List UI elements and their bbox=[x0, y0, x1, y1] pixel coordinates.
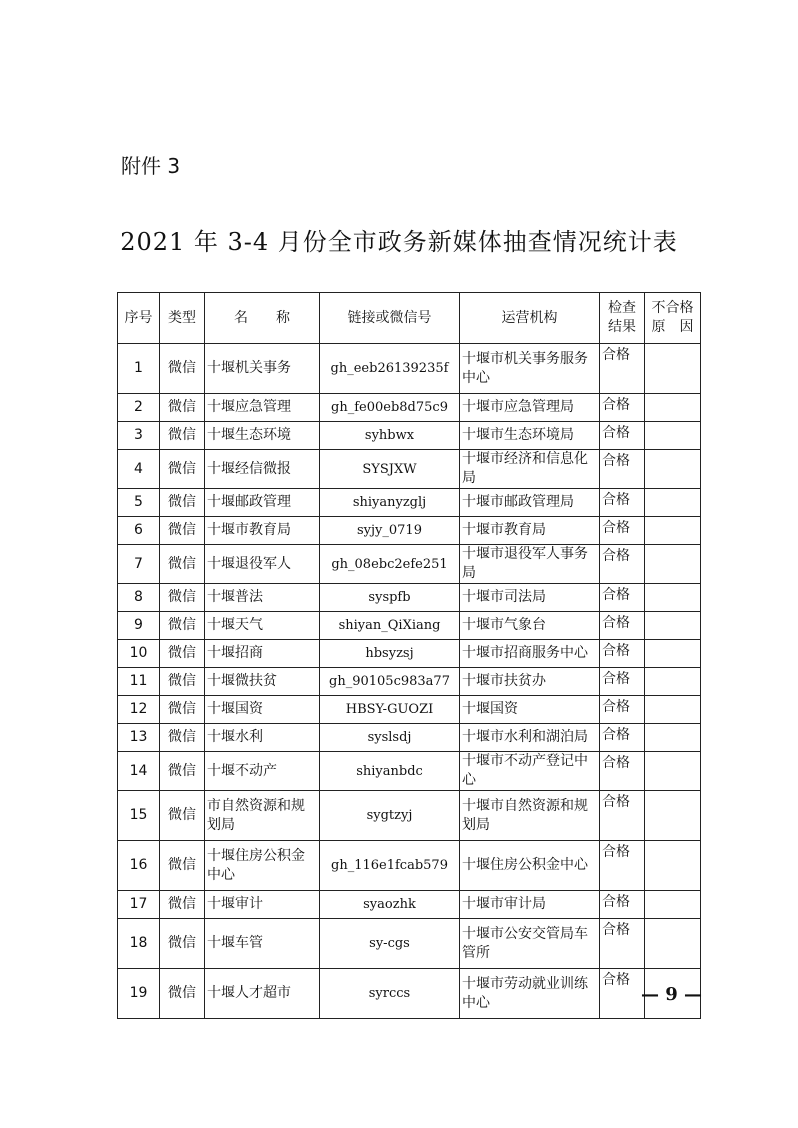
cell-name: 十堰机关事务 bbox=[205, 344, 320, 394]
cell-link: HBSY-GUOZI bbox=[320, 696, 460, 724]
cell-seq: 4 bbox=[118, 450, 160, 489]
cell-type: 微信 bbox=[160, 450, 205, 489]
cell-name: 十堰不动产 bbox=[205, 752, 320, 791]
cell-org: 十堰市气象台 bbox=[460, 612, 600, 640]
cell-seq: 15 bbox=[118, 791, 160, 841]
cell-result: 合格 bbox=[600, 422, 645, 450]
cell-org: 十堰市生态环境局 bbox=[460, 422, 600, 450]
header-reason-line1: 不合格 bbox=[651, 300, 694, 316]
cell-name: 十堰招商 bbox=[205, 640, 320, 668]
cell-type: 微信 bbox=[160, 545, 205, 584]
table-row bbox=[118, 791, 701, 841]
cell-result: 合格 bbox=[600, 584, 645, 612]
cell-org: 十堰市招商服务中心 bbox=[460, 640, 600, 668]
cell-seq: 19 bbox=[118, 969, 160, 1019]
cell-result: 合格 bbox=[600, 640, 645, 668]
cell-reason bbox=[645, 841, 701, 891]
table-row bbox=[118, 724, 701, 752]
table-row bbox=[118, 919, 701, 969]
cell-link: gh_eeb26139235f bbox=[320, 344, 460, 394]
cell-link: gh_116e1fcab579 bbox=[320, 841, 460, 891]
cell-type: 微信 bbox=[160, 517, 205, 545]
cell-type: 微信 bbox=[160, 640, 205, 668]
cell-org: 十堰市教育局 bbox=[460, 517, 600, 545]
cell-reason bbox=[645, 752, 701, 791]
cell-result: 合格 bbox=[600, 668, 645, 696]
cell-seq: 7 bbox=[118, 545, 160, 584]
header-reason bbox=[645, 293, 701, 344]
cell-link: shiyanyzglj bbox=[320, 489, 460, 517]
cell-org: 十堰国资 bbox=[460, 696, 600, 724]
cell-type: 微信 bbox=[160, 791, 205, 841]
table-row bbox=[118, 668, 701, 696]
table-row bbox=[118, 612, 701, 640]
cell-org: 十堰市公安交管局车管所 bbox=[460, 919, 600, 969]
cell-reason bbox=[645, 394, 701, 422]
header-seq: 序号 bbox=[118, 293, 160, 344]
cell-name: 十堰普法 bbox=[205, 584, 320, 612]
table-row bbox=[118, 394, 701, 422]
cell-name: 十堰人才超市 bbox=[205, 969, 320, 1019]
header-type: 类型 bbox=[160, 293, 205, 344]
cell-name: 十堰住房公积金中心 bbox=[205, 841, 320, 891]
cell-type: 微信 bbox=[160, 696, 205, 724]
cell-type: 微信 bbox=[160, 422, 205, 450]
table-row bbox=[118, 891, 701, 919]
cell-org: 十堰市邮政管理局 bbox=[460, 489, 600, 517]
cell-reason bbox=[645, 724, 701, 752]
cell-reason bbox=[645, 517, 701, 545]
header-org: 运营机构 bbox=[460, 293, 600, 344]
cell-seq: 11 bbox=[118, 668, 160, 696]
cell-reason bbox=[645, 422, 701, 450]
header-reason-line2: 原 因 bbox=[651, 319, 694, 335]
cell-result: 合格 bbox=[600, 696, 645, 724]
cell-link: shiyan_QiXiang bbox=[320, 612, 460, 640]
cell-seq: 8 bbox=[118, 584, 160, 612]
cell-reason bbox=[645, 344, 701, 394]
cell-link: syslsdj bbox=[320, 724, 460, 752]
cell-result: 合格 bbox=[600, 394, 645, 422]
cell-type: 微信 bbox=[160, 969, 205, 1019]
cell-name: 十堰市教育局 bbox=[205, 517, 320, 545]
table-row bbox=[118, 450, 701, 489]
cell-org: 十堰市审计局 bbox=[460, 891, 600, 919]
cell-type: 微信 bbox=[160, 584, 205, 612]
cell-seq: 1 bbox=[118, 344, 160, 394]
cell-link: syspfb bbox=[320, 584, 460, 612]
cell-reason bbox=[645, 919, 701, 969]
cell-result: 合格 bbox=[600, 517, 645, 545]
cell-seq: 14 bbox=[118, 752, 160, 791]
cell-result: 合格 bbox=[600, 450, 645, 489]
cell-type: 微信 bbox=[160, 612, 205, 640]
cell-result: 合格 bbox=[600, 545, 645, 584]
cell-result: 合格 bbox=[600, 919, 645, 969]
cell-reason bbox=[645, 668, 701, 696]
cell-seq: 10 bbox=[118, 640, 160, 668]
cell-reason bbox=[645, 489, 701, 517]
table-row bbox=[118, 517, 701, 545]
cell-type: 微信 bbox=[160, 891, 205, 919]
cell-org: 十堰市退役军人事务局 bbox=[460, 545, 600, 584]
cell-org: 十堰住房公积金中心 bbox=[460, 841, 600, 891]
cell-seq: 3 bbox=[118, 422, 160, 450]
cell-name: 十堰邮政管理 bbox=[205, 489, 320, 517]
table-row bbox=[118, 422, 701, 450]
cell-type: 微信 bbox=[160, 919, 205, 969]
cell-reason bbox=[645, 891, 701, 919]
cell-name: 十堰应急管理 bbox=[205, 394, 320, 422]
cell-seq: 12 bbox=[118, 696, 160, 724]
table-row bbox=[118, 696, 701, 724]
stats-table bbox=[117, 292, 701, 1019]
cell-org: 十堰市机关事务服务中心 bbox=[460, 344, 600, 394]
cell-name: 市自然资源和规划局 bbox=[205, 791, 320, 841]
cell-reason bbox=[645, 584, 701, 612]
cell-seq: 16 bbox=[118, 841, 160, 891]
cell-seq: 6 bbox=[118, 517, 160, 545]
cell-type: 微信 bbox=[160, 668, 205, 696]
cell-reason bbox=[645, 545, 701, 584]
cell-result: 合格 bbox=[600, 969, 645, 1019]
cell-name: 十堰退役军人 bbox=[205, 545, 320, 584]
cell-type: 微信 bbox=[160, 394, 205, 422]
cell-link: shiyanbdc bbox=[320, 752, 460, 791]
cell-org: 十堰市水利和湖泊局 bbox=[460, 724, 600, 752]
table-row bbox=[118, 344, 701, 394]
cell-result: 合格 bbox=[600, 841, 645, 891]
cell-link: syrccs bbox=[320, 969, 460, 1019]
cell-org: 十堰市应急管理局 bbox=[460, 394, 600, 422]
cell-type: 微信 bbox=[160, 344, 205, 394]
cell-reason bbox=[645, 450, 701, 489]
header-result-line1: 检查 bbox=[608, 300, 636, 316]
cell-result: 合格 bbox=[600, 791, 645, 841]
cell-reason bbox=[645, 791, 701, 841]
cell-reason bbox=[645, 612, 701, 640]
cell-result: 合格 bbox=[600, 612, 645, 640]
cell-name: 十堰天气 bbox=[205, 612, 320, 640]
header-result bbox=[600, 293, 645, 344]
table-row bbox=[118, 489, 701, 517]
cell-org: 十堰市司法局 bbox=[460, 584, 600, 612]
page-title: 2021 年 3-4 月份全市政务新媒体抽查情况统计表 bbox=[120, 228, 678, 256]
cell-result: 合格 bbox=[600, 724, 645, 752]
cell-reason bbox=[645, 640, 701, 668]
cell-seq: 13 bbox=[118, 724, 160, 752]
cell-result: 合格 bbox=[600, 891, 645, 919]
cell-link: SYSJXW bbox=[320, 450, 460, 489]
table-row bbox=[118, 752, 701, 791]
cell-link: sygtzyj bbox=[320, 791, 460, 841]
cell-link: gh_08ebc2efe251 bbox=[320, 545, 460, 584]
table-row bbox=[118, 969, 701, 1019]
cell-link: hbsyzsj bbox=[320, 640, 460, 668]
page-number: — 9 — bbox=[640, 984, 702, 1005]
cell-org: 十堰市经济和信息化局 bbox=[460, 450, 600, 489]
cell-link: syhbwx bbox=[320, 422, 460, 450]
cell-type: 微信 bbox=[160, 752, 205, 791]
cell-seq: 9 bbox=[118, 612, 160, 640]
cell-link: gh_90105c983a77 bbox=[320, 668, 460, 696]
table-header-row bbox=[118, 293, 701, 344]
table-row bbox=[118, 640, 701, 668]
cell-name: 十堰经信微报 bbox=[205, 450, 320, 489]
cell-link: gh_fe00eb8d75c9 bbox=[320, 394, 460, 422]
cell-org: 十堰市自然资源和规划局 bbox=[460, 791, 600, 841]
cell-name: 十堰微扶贫 bbox=[205, 668, 320, 696]
cell-name: 十堰审计 bbox=[205, 891, 320, 919]
cell-seq: 17 bbox=[118, 891, 160, 919]
cell-reason bbox=[645, 696, 701, 724]
cell-type: 微信 bbox=[160, 489, 205, 517]
header-link: 链接或微信号 bbox=[320, 293, 460, 344]
cell-seq: 5 bbox=[118, 489, 160, 517]
table-row bbox=[118, 545, 701, 584]
header-name: 名 称 bbox=[205, 293, 320, 344]
cell-name: 十堰车管 bbox=[205, 919, 320, 969]
cell-type: 微信 bbox=[160, 724, 205, 752]
cell-org: 十堰市扶贫办 bbox=[460, 668, 600, 696]
cell-link: syaozhk bbox=[320, 891, 460, 919]
cell-seq: 2 bbox=[118, 394, 160, 422]
table-row bbox=[118, 584, 701, 612]
table-row bbox=[118, 841, 701, 891]
cell-org: 十堰市不动产登记中心 bbox=[460, 752, 600, 791]
cell-link: sy-cgs bbox=[320, 919, 460, 969]
cell-result: 合格 bbox=[600, 489, 645, 517]
cell-seq: 18 bbox=[118, 919, 160, 969]
cell-name: 十堰水利 bbox=[205, 724, 320, 752]
cell-name: 十堰生态环境 bbox=[205, 422, 320, 450]
cell-link: syjy_0719 bbox=[320, 517, 460, 545]
cell-result: 合格 bbox=[600, 344, 645, 394]
cell-type: 微信 bbox=[160, 841, 205, 891]
cell-result: 合格 bbox=[600, 752, 645, 791]
cell-name: 十堰国资 bbox=[205, 696, 320, 724]
header-result-line2: 结果 bbox=[608, 319, 636, 335]
table-body bbox=[118, 344, 701, 1019]
cell-org: 十堰市劳动就业训练中心 bbox=[460, 969, 600, 1019]
attachment-label: 附件 3 bbox=[121, 154, 181, 178]
